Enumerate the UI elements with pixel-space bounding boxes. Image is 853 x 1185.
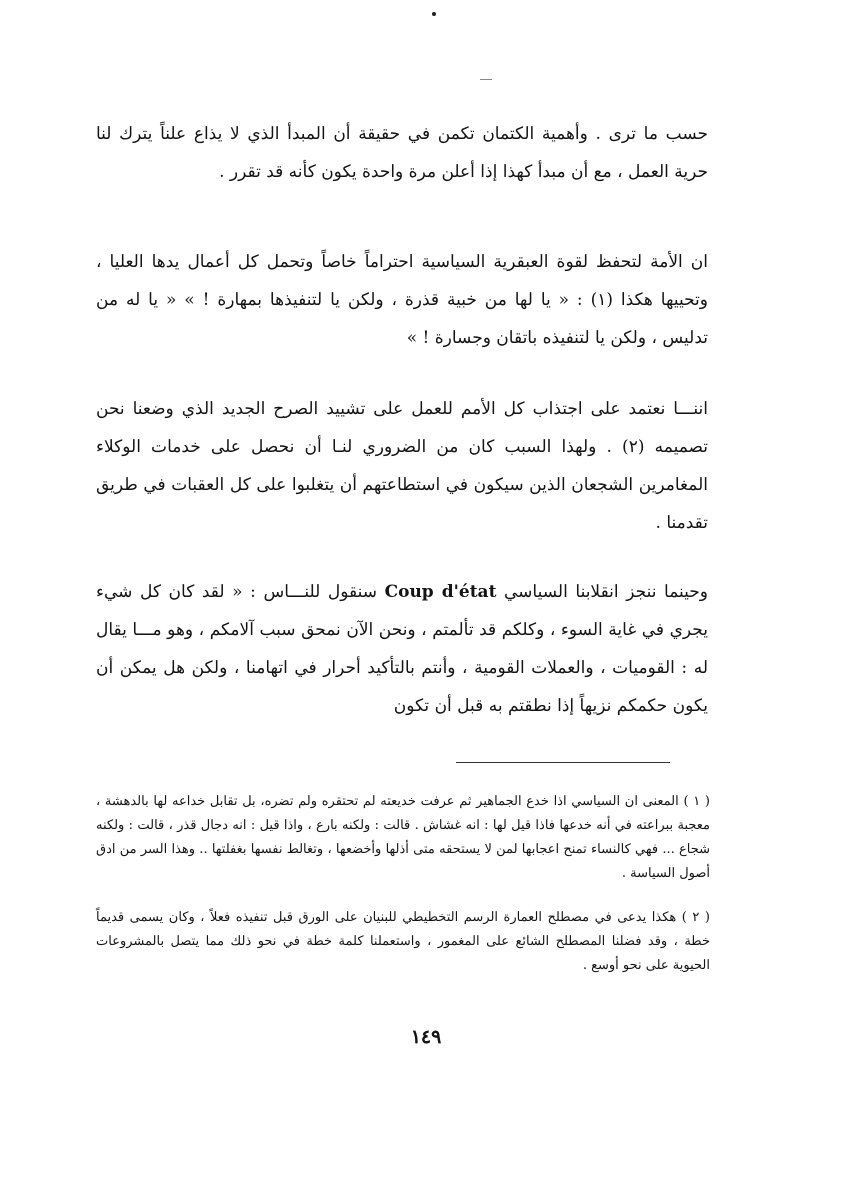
paragraph-2 [96, 243, 708, 357]
ink-dot [432, 12, 436, 16]
paragraph-1-text: حسب ما ترى . وأهمية الكتمان تكمن في حقيقة أن المبدأ الذي لا يذاع علناً يترك لنا حرية العمل ، مع أن مبدأ كهذا إذا أعلن مرة واحدة يكون كأنه قد تقرر . [96, 124, 708, 182]
paragraph-4-text-end: سنقول للنـــاس : « لقد كان كل شيء يجري في غاية السوء ، وكلكم قد تألمتم ، ونحن الآن نمحق سبب آلامكم ، وهو مـــا يقال له : القوميات ، والعملات القومية ، وأنتم بالتأكيد أحرار في اتهامنا ، ولكن هل يمكن أن يكون حكمكم نزيهاً إذا نطقتم به قبل أن تكون [96, 582, 708, 716]
footnote-separator [456, 762, 670, 763]
paragraph-4-text-start: وحينما ننجز انقلابنا السياسي [504, 582, 708, 602]
paragraph-3-text: اننـــا نعتمد على اجتذاب كل الأمم للعمل على تشييد الصرح الجديد الذي وضعنا نحن تصميمه (٢) . ولهذا السبب كان من الضروري لنـا أن نحصل على خدمات الوكلاء المغامرين الشجعان الذين سيكون في استطاعتهم أن يتغلبوا على كل العقبات في طريق تقدمنا . [96, 399, 708, 533]
coup-detat-term: Coup d'état [384, 582, 497, 602]
footnote-1 [96, 790, 710, 886]
ink-mark [480, 79, 492, 80]
paragraph-3 [96, 390, 708, 542]
paragraph-1 [96, 115, 708, 191]
page-number: ١٤٩ [410, 1026, 442, 1048]
paragraph-2-text: ان الأمة لتحفظ لقوة العبقرية السياسية احتراماً خاصاً وتحمل كل أعمال يدها العليا ، وتحييها هكذا (١) : « يا لها من خبية قذرة ، ولكن يا لتنفيذها بمهارة ! » « يا له من تدليس ، ولكن يا لتنفيذه باتقان وجسارة ! » [96, 252, 708, 348]
footnote-2-text: ( ٢ ) هكذا يدعى في مصطلح العمارة الرسم التخطيطي للبنيان على الورق قبل تنفيذه فعلاً ، وكان يسمى قديماً خطة ، وقد فضلنا المصطلح الشائع على المغمور ، واستعملنا كلمة خطة في نحو ذلك مما يتصل بالمشروعات الحيوية على نحو أوسع . [96, 910, 710, 973]
footnote-1-text: ( ١ ) المعنى ان السياسي اذا خدع الجماهير ثم عرفت خديعته لم تحتقره ولم تضره، بل تقابل خداعه لها بالدهشة ، معجبة ببراعته في أنه خدعها فاذا قيل لها : انه غشاش . قالت : ولكنه بارع ، واذا قيل : انه دجال قذر ، قالت : ولكنه شجاع ... فهي كالنساء تمنح اعجابها لمن لا يستحقه متى أذلها وأخضعها ، وتغالط نفسها بغفلتها .. وهذا السر من ادق أصول السياسة . [96, 794, 710, 881]
footnote-2 [96, 906, 710, 978]
paragraph-4 [96, 573, 708, 725]
